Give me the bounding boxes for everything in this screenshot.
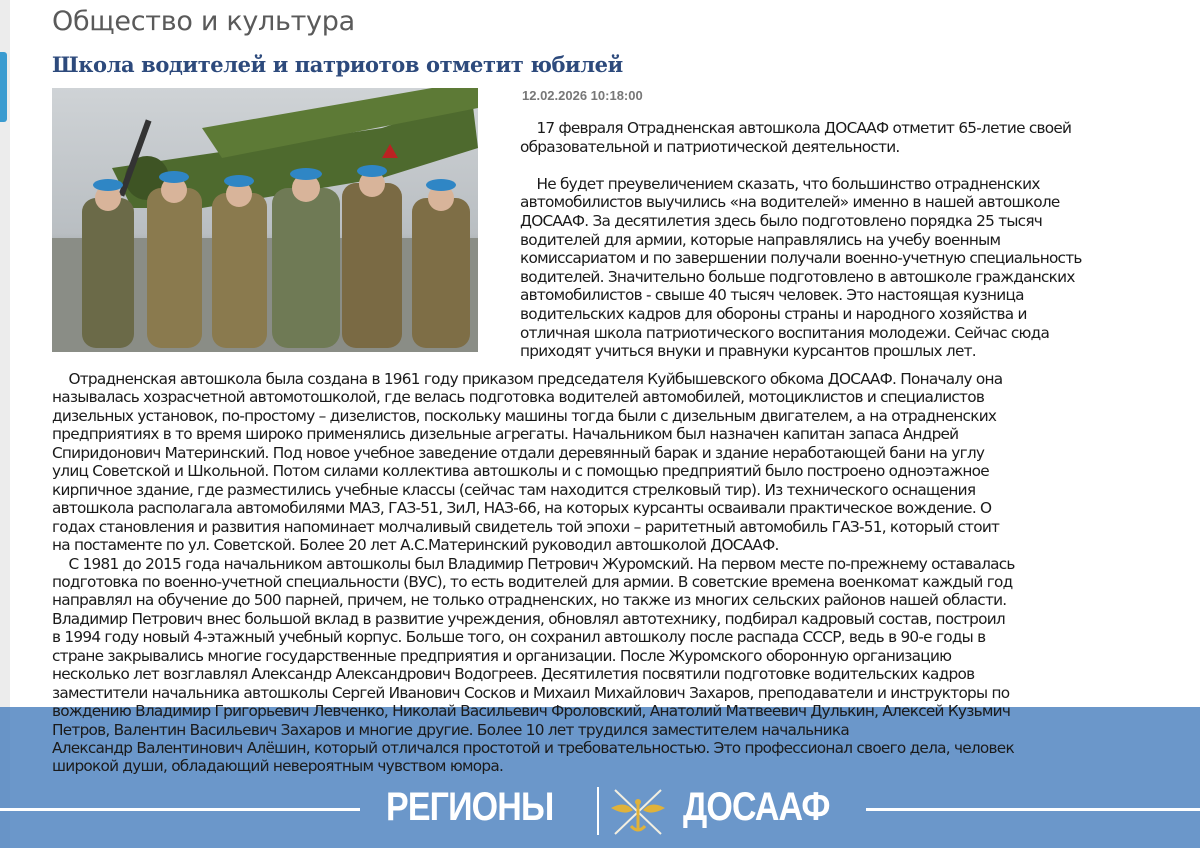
text-line: Отрадненская автошкола была создана в 1961 году приказом председателя Куйбышевского обкома ДОСААФ. Поначалу она (52, 370, 1003, 388)
banner-divider (597, 787, 599, 835)
photo-illustration (52, 88, 478, 352)
text-line: С 1981 до 2015 года начальником автошколы был Владимир Петрович Журомский. На первом месте по-прежнему оставалась (52, 554, 1015, 573)
text-line: водительских кадров для обороны страны и народного хозяйства и (520, 305, 1027, 323)
text-line: годах становления и развития напоминает молчаливый свидетель той эпохи – раритетный автомобиль ГАЗ-51, который стоит (52, 517, 1000, 536)
text-line: широкой души, обладающий невероятным чувством юмора. (52, 757, 504, 776)
text-line: дизельных установок, по-простому – дизелистов, поскольку машины тогда были с дизельным двигателем, а на отрадненских (52, 406, 997, 425)
text-line: автомобилистов выучились «на водителей» именно в нашей автошколе (520, 193, 1060, 212)
text-line: кирпичное здание, где разместились учебные классы (сейчас там находится стрелковый тир). Из технического оснащения (52, 480, 976, 499)
banner-regions-text: РЕГИОНЫ (386, 785, 554, 829)
text-line: приходят учиться внуки и правнуки курсантов прошлых лет. (520, 342, 976, 361)
text-line: несколько лет возглавлял Александр Александрович Водогреев. Десятилетия посвятили подготовке водительских кадров (52, 665, 975, 684)
text-line: водителей для армии, которые направлялись на учебу военным (520, 230, 1001, 249)
banner-rule-left (0, 808, 360, 811)
text-line: Спиридонович Материнский. Под новое учебное заведение отдали деревянный барак и здание неработающей бани на углу (52, 443, 985, 462)
text-line: называлась хозрасчетной автомотошколой, где велась подготовка водителей автомобилей, мотоциклистов и специалистов (52, 388, 985, 407)
text-line: заместители начальника автошколы Сергей Иванович Сосков и Михаил Михайлович Захаров, преподаватели и инструкторы по (52, 683, 1010, 702)
text-line: автомобилистов - свыше 40 тысяч человек. Это настоящая кузница (520, 286, 1024, 305)
text-line: Владимир Петрович внес большой вклад в развитие учреждения, обновлял автотехнику, подбирал кадровый состав, построил (52, 609, 1005, 628)
text-line: улиц Советской и Школьной. Потом силами коллектива автошколы и с помощью предприятий было построено одноэтажное (52, 462, 989, 481)
text-line: ДОСААФ. За десятилетия здесь было подготовлено порядка 25 тысяч (520, 212, 1043, 230)
text-line: направлял на обучение до 500 парней, причем, не только отрадненских, но также из многих сельских районов нашей области. (52, 591, 1007, 610)
text-line: на постаменте по ул. Советской. Более 20 лет А.С.Материнский руководил автошколой ДОСААФ. (52, 536, 779, 555)
article-photo (52, 88, 478, 352)
banner-dosaaf-text: ДОСААФ (683, 785, 830, 829)
article-title[interactable]: Школа водителей и патриотов отметит юбилей (52, 52, 623, 77)
side-tab-handle[interactable] (0, 52, 7, 122)
text-line: 17 февраля Отрадненская автошкола ДОСААФ отметит 65-летие своей (520, 119, 1072, 137)
text-line: подготовка по военно-учетной специальности (ВУС), то есть водителей для армии. В советские времена военкомат каждый год (52, 572, 1013, 591)
text-line: вождению Владимир Григорьевич Левченко, Николай Васильевич Фроловский, Анатолий Матвеевич Дулькин, Алексей Кузьмич (52, 702, 1011, 721)
text-line: водителей. Значительно больше подготовлено в автошколе гражданских (520, 267, 1075, 286)
text-line: стране закрывались многие государственные предприятия и организации. После Журомского оборонную организацию (52, 646, 952, 665)
text-line: в 1994 году новый 4-этажный учебный корпус. Больше того, он сохранил автошколу после распада СССР, ведь в 90-е годы в (52, 628, 986, 647)
section-title: Общество и культура (52, 6, 355, 37)
banner-rule-right (866, 808, 1200, 811)
text-line: образовательной и патриотической деятельности. (520, 137, 900, 156)
text-line: предприятиях в то время широко применялись дизельные агрегаты. Начальником был назначен капитан запаса Андрей (52, 425, 959, 444)
text-line: Александр Валентинович Алёшин, который отличался простотой и требовательностью. Это профессионал своего дела, человек (52, 739, 1014, 757)
text-line: комиссариатом и по завершении получали военно-учетную специальность (520, 249, 1082, 268)
text-line: автошкола располагала автомобилями МАЗ, ГАЗ-51, ЗиЛ, НАЗ-66, на которых курсанты осваивали практическое вождение. О (52, 499, 992, 518)
article-date: 12.02.2026 10:18:00 (522, 88, 643, 103)
text-line: Петров, Валентин Васильевич Захаров и многие другие. Более 10 лет трудился заместителем начальника (52, 720, 849, 739)
text-line: отличная школа патриотического воспитания молодежи. Сейчас сюда (520, 323, 1050, 342)
dosaaf-emblem-icon (607, 786, 669, 838)
text-line: Не будет преувеличением сказать, что большинство отрадненских (520, 174, 1040, 193)
